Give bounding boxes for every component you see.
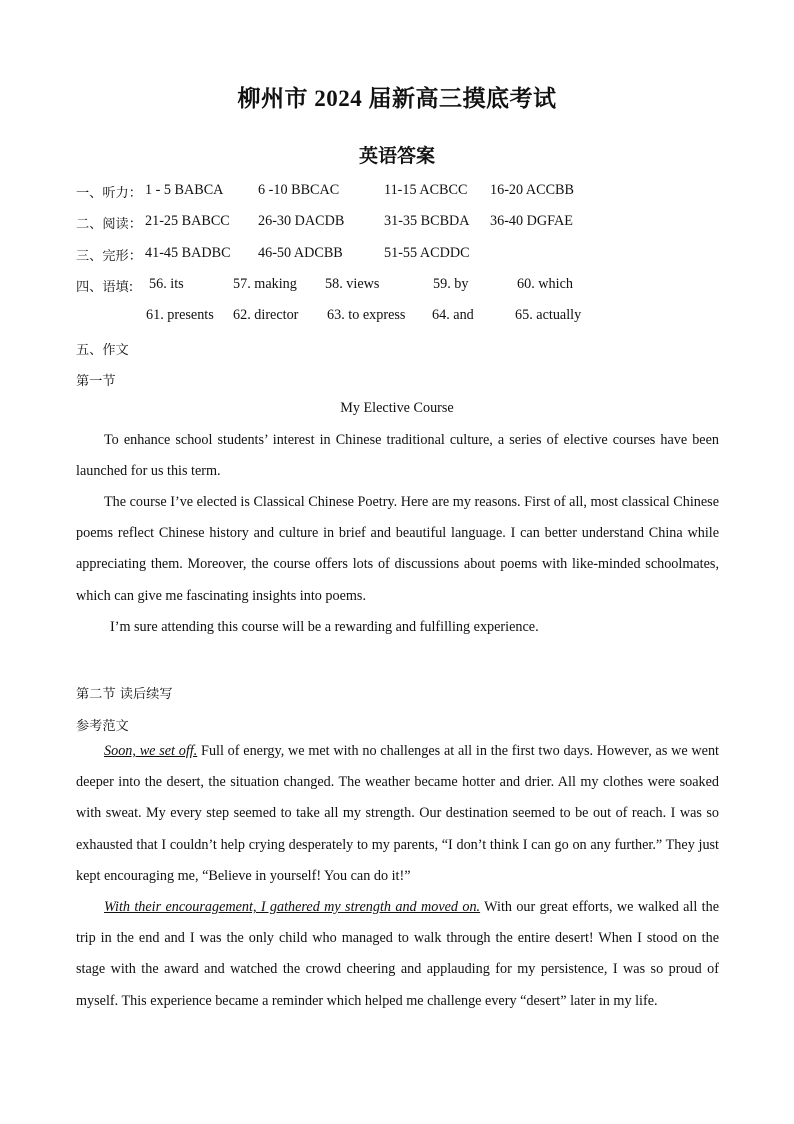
paragraph-body: Full of energy, we met with no challenges at all in the first two days. However, as we went deeper into the desert, the situation changed. The weather became hotter and drier. All my clothes were soaked with sweat. My every step seemed to take all my strength. Our destination seemed to be out of reach. I was so exhausted that I couldn’t help crying desperately to my parents, “I don’t think I can go on any further.” They just kept encouraging me, “Believe in yourself! You can do it!” bbox=[76, 743, 720, 884]
answer-item: 56. its bbox=[149, 276, 184, 292]
answer-group: 51-55 ACDDC bbox=[384, 245, 470, 261]
answer-group: 11-15 ACBCC bbox=[384, 182, 468, 198]
continuation-paragraph bbox=[76, 892, 719, 1017]
essay-paragraph: To enhance school students’ interest in Chinese traditional culture, a series of elective courses have been launched for us this term. bbox=[76, 432, 719, 480]
essay-title: My Elective Course bbox=[340, 400, 454, 416]
answer-item: 59. by bbox=[433, 276, 469, 292]
answer-item: 57. making bbox=[233, 276, 297, 292]
answers-listening-label: 一、听力： bbox=[76, 186, 142, 201]
writing-section-label: 五、作文 bbox=[76, 343, 129, 358]
essay-paragraph: The course I’ve elected is Classical Chinese Poetry. Here are my reasons. First of all, most classical Chinese poems reflect Chinese history and culture in brief and beautiful language. I can better understand China while appreciating them. Moreover, the course offers lots of discussions about poems with like-minded schoolmates, which can give me fascinating insights into poems. bbox=[76, 494, 719, 604]
paragraph-lead-sentence: Soon, we set off. bbox=[104, 743, 198, 759]
answer-group: 26-30 DACDB bbox=[258, 213, 345, 229]
continuation-paragraph bbox=[76, 736, 719, 892]
answer-group: 6 -10 BBCAC bbox=[258, 182, 340, 198]
answer-group: 41-45 BADBC bbox=[145, 245, 231, 261]
essay-paragraph: I’m sure attending this course will be a rewarding and fulfilling experience. bbox=[110, 619, 539, 635]
answer-item: 58. views bbox=[325, 276, 380, 292]
answer-item: 60. which bbox=[517, 276, 573, 292]
answer-group: 21-25 BABCC bbox=[145, 213, 230, 229]
part1-label: 第一节 bbox=[76, 374, 116, 389]
reference-label: 参考范文 bbox=[76, 719, 129, 734]
answer-group: 31-35 BCBDA bbox=[384, 213, 470, 229]
answer-item: 65. actually bbox=[515, 307, 582, 323]
answer-group: 16-20 ACCBB bbox=[490, 182, 574, 198]
answer-item: 63. to express bbox=[327, 307, 406, 323]
answer-group: 1 - 5 BABCA bbox=[145, 182, 224, 198]
answer-item: 62. director bbox=[233, 307, 299, 323]
answers-reading-label: 二、阅读： bbox=[76, 217, 142, 232]
page-subtitle: 英语答案 bbox=[358, 146, 435, 167]
paragraph-lead-sentence: With their encouragement, I gathered my strength and moved on. bbox=[104, 899, 481, 915]
paragraph-body: With our great efforts, we walked all the trip in the end and I was the only child who managed to walk through the entire desert! When I stood on the stage with the award and watched the crowd cheering and applauding for my persistence, I was so proud of myself. This experience became a reminder which helped me challenge every “desert” later in my life. bbox=[76, 899, 719, 1009]
answers-grammar-label: 四、语填: bbox=[76, 280, 134, 295]
answer-group: 36-40 DGFAE bbox=[490, 213, 573, 229]
page-title: 柳州市 2024 届新高三摸底考试 bbox=[237, 86, 557, 111]
part2-label: 第二节 读后续写 bbox=[76, 687, 173, 702]
answer-group: 46-50 ADCBB bbox=[258, 245, 343, 261]
answer-item: 61. presents bbox=[146, 307, 214, 323]
answers-cloze-label: 三、完形： bbox=[76, 249, 142, 264]
answer-item: 64. and bbox=[432, 307, 474, 323]
